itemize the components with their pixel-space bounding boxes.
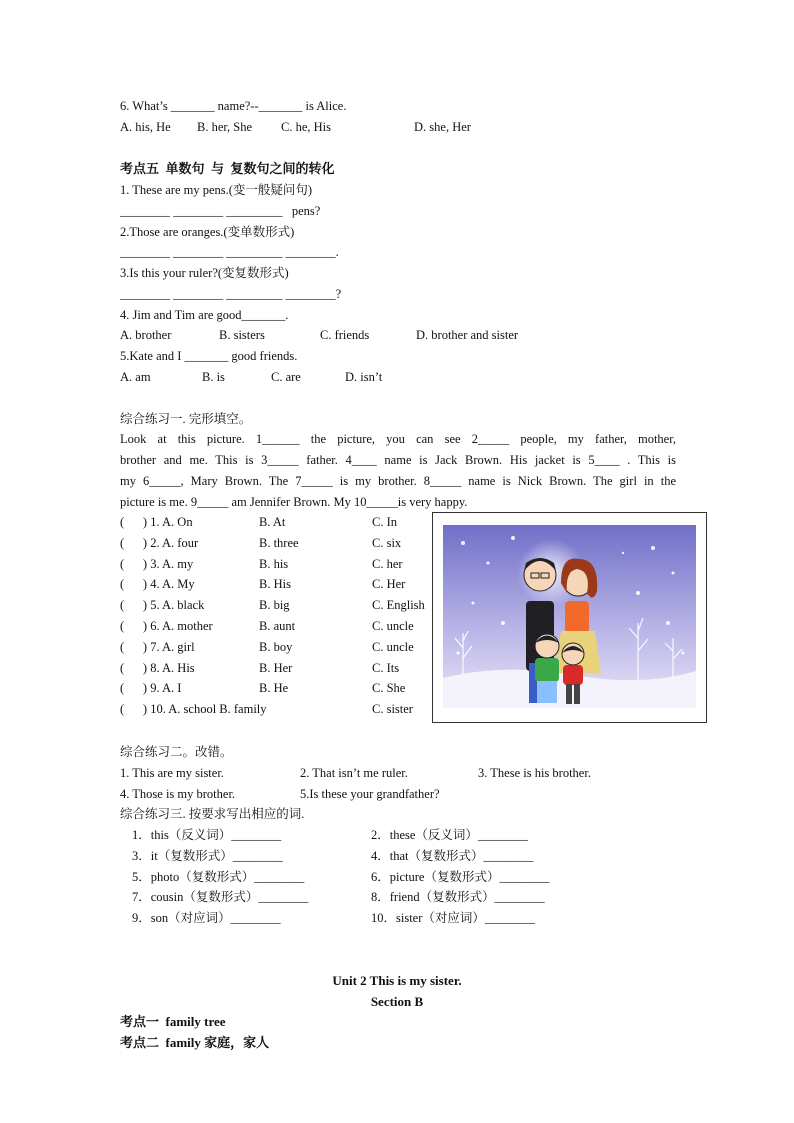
cloze-item-4-num: ( ) 4. A. My bbox=[120, 577, 195, 591]
cloze-item-7-b: B. boy bbox=[259, 640, 293, 654]
cloze-line-1: Look at this picture. 1______ the picture, you can see 2_____ people, my father, mother, bbox=[120, 432, 676, 446]
cloze-item-5-num: ( ) 5. A. black bbox=[120, 598, 205, 612]
cloze-item-1-b: B. At bbox=[259, 515, 286, 529]
cloze-line-2: brother and me. This is 3_____ father. 4____ name is Jack Brown. His jacket is 5____ . This is bbox=[120, 453, 676, 467]
q4-option-b: B. sisters bbox=[219, 328, 265, 342]
cloze-item-9-b: B. He bbox=[259, 681, 289, 695]
cloze-item-2-b: B. three bbox=[259, 536, 299, 550]
word-task-left-3: 5．photo（复数形式）________ bbox=[132, 870, 305, 884]
s5-question-5: 5.Kate and I _______ good friends. bbox=[120, 349, 298, 363]
s5-question-3: 3.Is this your ruler?(变复数形式) bbox=[120, 266, 289, 280]
question-6-stem: 6. What’s _______ name?--_______ is Alice. bbox=[120, 99, 347, 113]
s5-question-4: 4. Jim and Tim are good_______. bbox=[120, 308, 289, 322]
q6-option-b: B. her, She bbox=[197, 120, 253, 134]
cloze-item-2-num: ( ) 2. A. four bbox=[120, 536, 199, 550]
q6-option-d: D. she, Her bbox=[414, 120, 471, 134]
word-task-left-1: 1．this（反义词）________ bbox=[132, 828, 282, 842]
s5-answer-1: ________ ________ _________ pens? bbox=[120, 204, 321, 218]
cloze-line-4: picture is me. 9_____ am Jennifer Brown. My 10_____is very happy. bbox=[120, 495, 468, 509]
cloze-line-3: my 6_____, Mary Brown. The 7_____ is my brother. 8_____ name is Nick Brown. The girl in the bbox=[120, 474, 676, 488]
word-task-left-2: 3．it（复数形式）________ bbox=[132, 849, 283, 863]
q4-option-a: A. brother bbox=[120, 328, 172, 342]
cloze-item-7-num: ( ) 7. A. girl bbox=[120, 640, 195, 654]
cloze-item-5-b: B. big bbox=[259, 598, 290, 612]
word-task-right-4: 8．friend（复数形式）________ bbox=[371, 890, 545, 904]
q6-option-c: C. he, His bbox=[281, 120, 331, 134]
q4-option-c: C. friends bbox=[320, 328, 370, 342]
cloze-item-6-b: B. aunt bbox=[259, 619, 296, 633]
cloze-item-6-num: ( ) 6. A. mother bbox=[120, 619, 213, 633]
family-picture bbox=[432, 512, 707, 723]
section-5-heading: 考点五 单数句 与 复数句之间的转化 bbox=[120, 161, 335, 176]
q4-option-d: D. brother and sister bbox=[416, 328, 519, 342]
s5-question-2: 2.Those are oranges.(变单数形式) bbox=[120, 225, 295, 239]
word-task-left-4: 7．cousin（复数形式）________ bbox=[132, 890, 309, 904]
cloze-item-3-b: B. his bbox=[259, 557, 289, 571]
unit-title: Unit 2 This is my sister. bbox=[332, 973, 462, 988]
exercise-3-heading: 综合练习三. 按要求写出相应的词. bbox=[120, 807, 305, 821]
section-title: Section B bbox=[370, 994, 424, 1009]
cloze-item-7-c: C. uncle bbox=[372, 640, 414, 654]
word-task-right-1: 2．these（反义词）________ bbox=[371, 828, 528, 842]
error-sentence-4: 4. Those is my brother. bbox=[120, 787, 236, 801]
key-point-2: 考点二 family 家庭，家人 bbox=[120, 1035, 270, 1050]
key-point-1: 考点一 family tree bbox=[120, 1014, 226, 1029]
cloze-item-9-c: C. She bbox=[372, 681, 406, 695]
error-sentence-2: 2. That isn’t me ruler. bbox=[300, 766, 408, 780]
cloze-item-2-c: C. six bbox=[372, 536, 402, 550]
cloze-item-9-num: ( ) 9. A. I bbox=[120, 681, 182, 695]
s5-answer-3: ________ ________ _________ ________? bbox=[120, 287, 342, 301]
error-sentence-3: 3. These is his brother. bbox=[478, 766, 591, 780]
word-task-right-3: 6．picture（复数形式）________ bbox=[371, 870, 550, 884]
s5-answer-2: ________ ________ _________ ________. bbox=[120, 245, 339, 259]
q5-option-b: B. is bbox=[202, 370, 225, 384]
s5-question-1: 1. These are my pens.(变一般疑问句) bbox=[120, 183, 313, 197]
cloze-item-4-b: B. His bbox=[259, 577, 291, 591]
cloze-item-8-num: ( ) 8. A. His bbox=[120, 661, 195, 675]
cloze-item-6-c: C. uncle bbox=[372, 619, 414, 633]
q5-option-d: D. isn’t bbox=[345, 370, 383, 384]
cloze-item-4-c: C. Her bbox=[372, 577, 406, 591]
error-sentence-1: 1. This are my sister. bbox=[120, 766, 224, 780]
exercise-1-heading: 综合练习一. 完形填空。 bbox=[120, 412, 252, 426]
cloze-item-1-c: C. In bbox=[372, 515, 397, 529]
cloze-item-3-c: C. her bbox=[372, 557, 403, 571]
q6-option-a: A. his, He bbox=[120, 120, 171, 134]
word-task-right-5: 10．sister（对应词）________ bbox=[371, 911, 535, 925]
cloze-item-8-c: C. Its bbox=[372, 661, 400, 675]
cloze-item-8-b: B. Her bbox=[259, 661, 293, 675]
error-sentence-5: 5.Is these your grandfather? bbox=[300, 787, 440, 801]
cloze-item-10-c: C. sister bbox=[372, 702, 413, 716]
word-task-right-2: 4．that（复数形式）________ bbox=[371, 849, 534, 863]
word-task-left-5: 9．son（对应词）________ bbox=[132, 911, 281, 925]
cloze-item-5-c: C. English bbox=[372, 598, 425, 612]
family-illustration bbox=[433, 513, 706, 722]
cloze-item-1-num: ( ) 1. A. On bbox=[120, 515, 193, 529]
q5-option-a: A. am bbox=[120, 370, 151, 384]
exercise-2-heading: 综合练习二。改错。 bbox=[120, 745, 233, 759]
q5-option-c: C. are bbox=[271, 370, 301, 384]
cloze-item-3-num: ( ) 3. A. my bbox=[120, 557, 194, 571]
cloze-item-10-num: ( ) 10. A. school B. family bbox=[120, 702, 267, 716]
